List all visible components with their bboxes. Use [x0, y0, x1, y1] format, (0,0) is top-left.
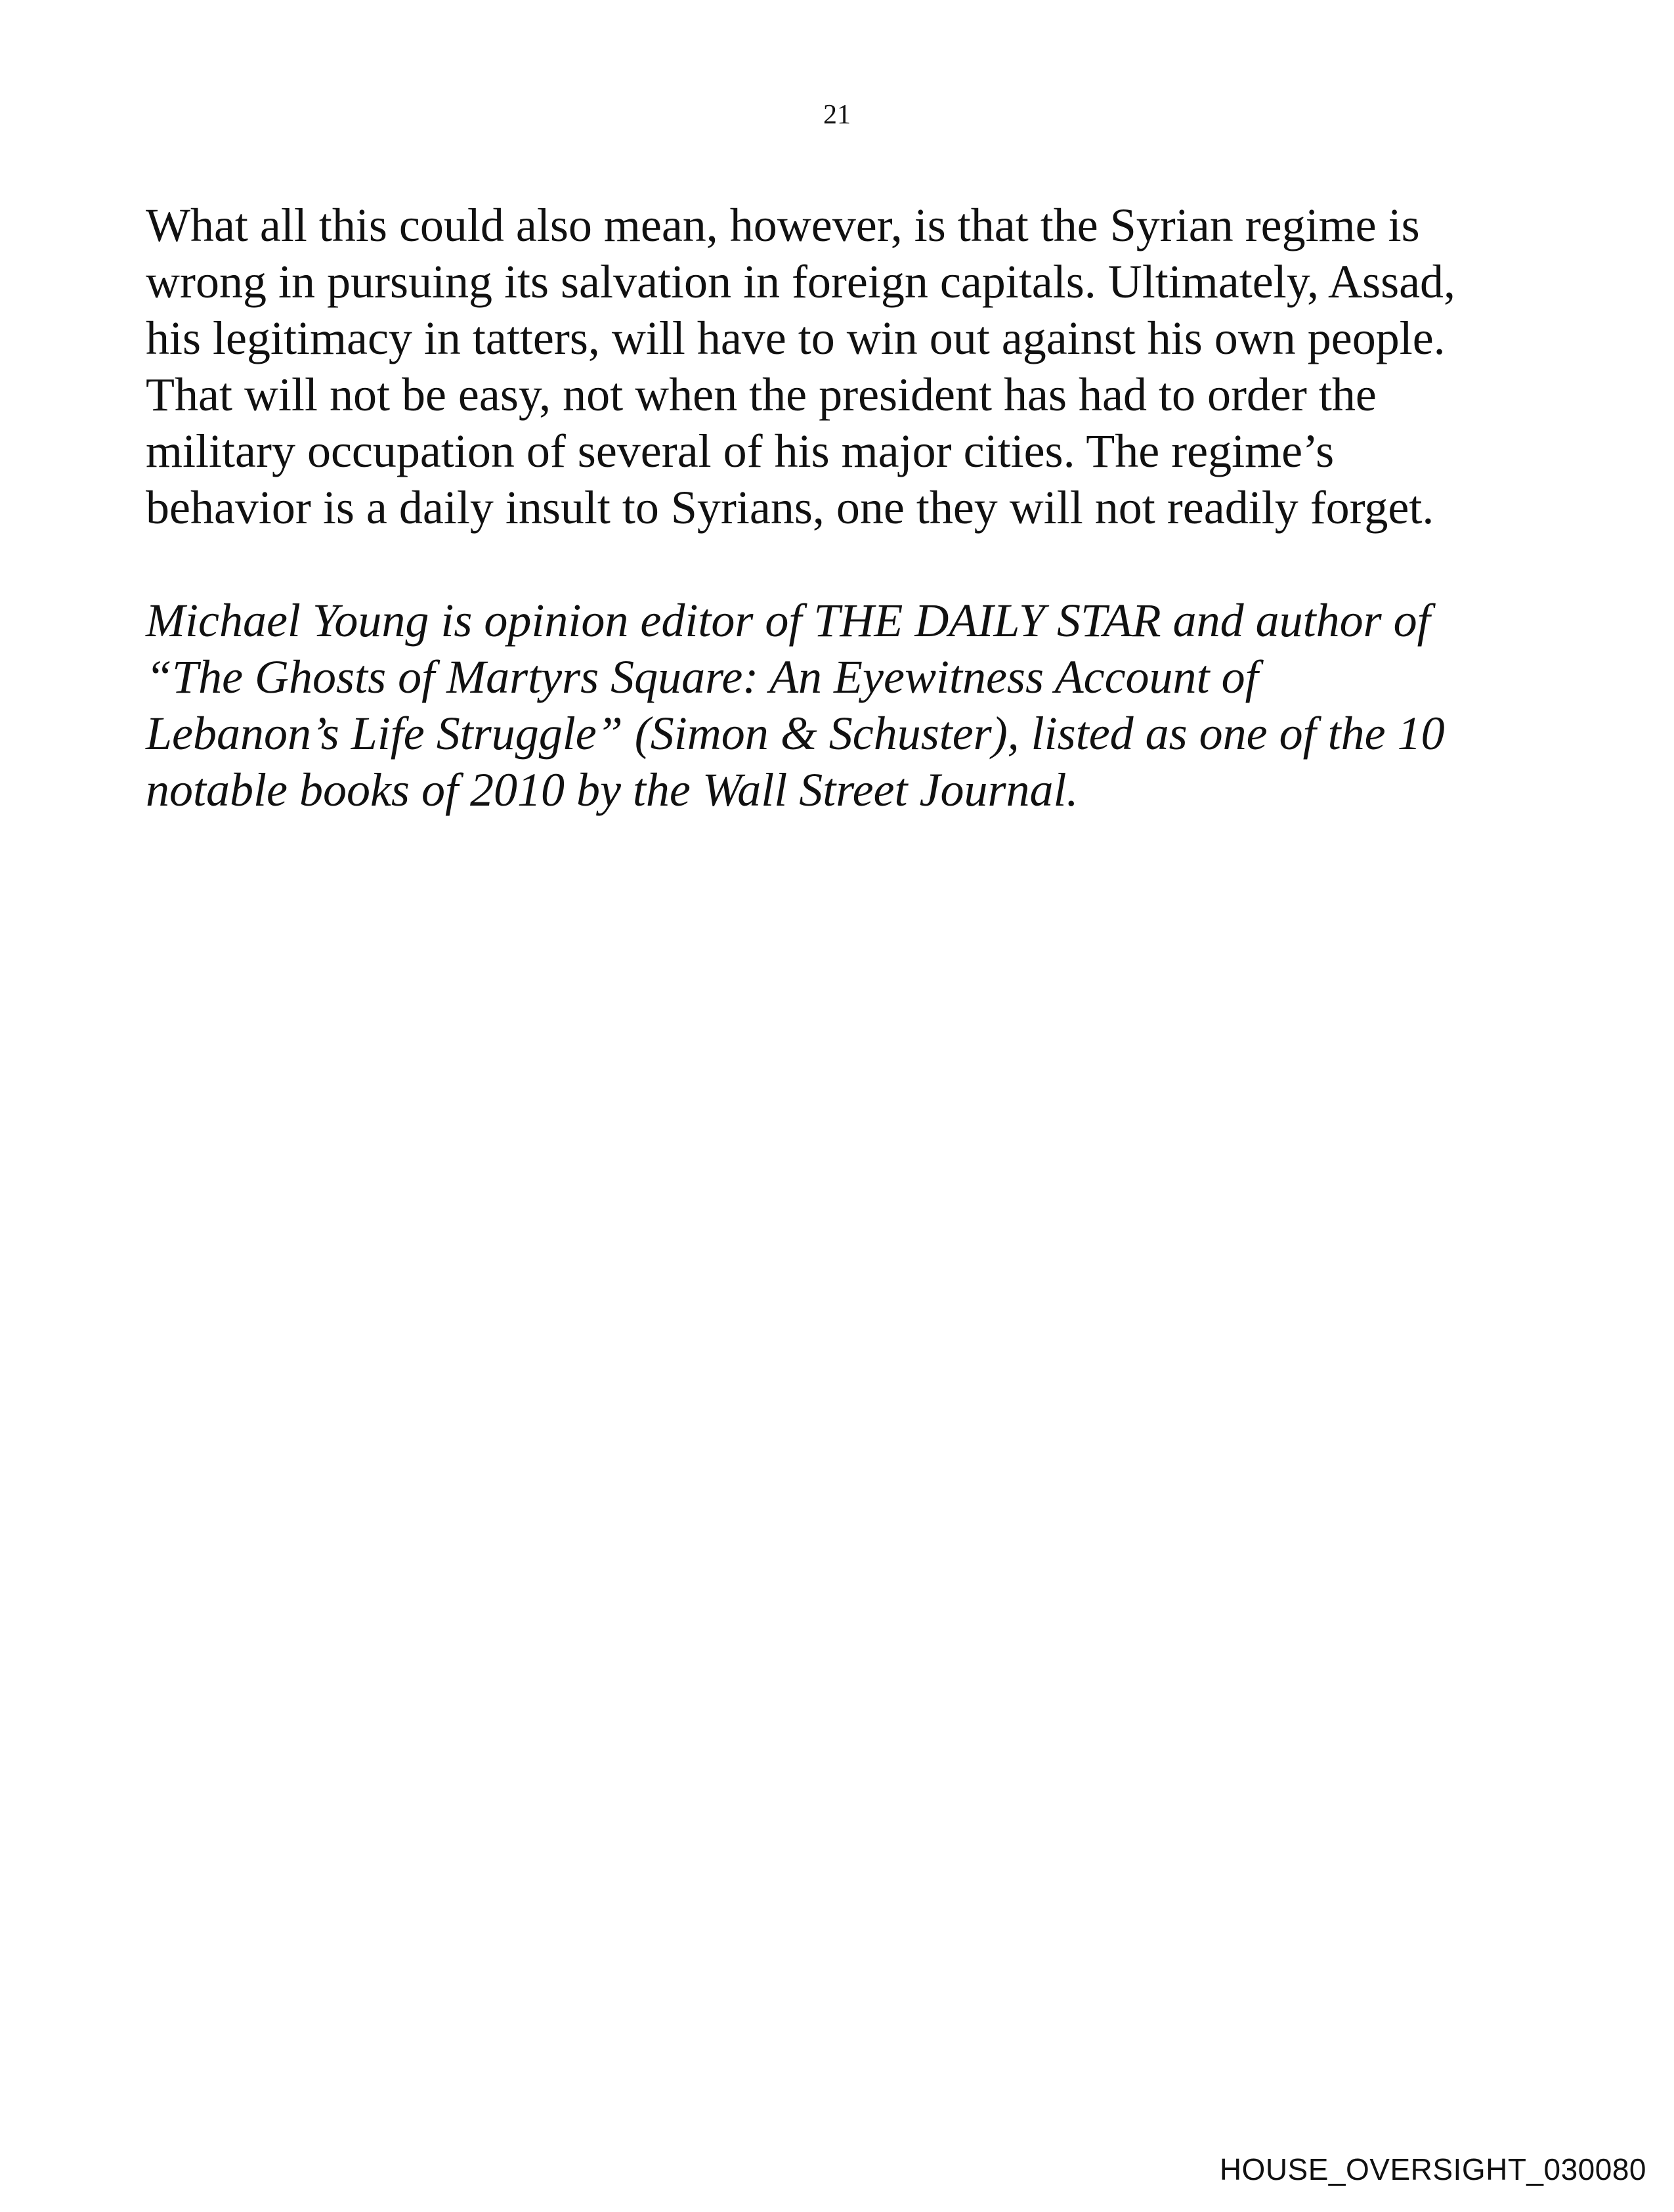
body-line: behavior is a daily insult to Syrians, one they will not readily forget. [146, 481, 1434, 534]
body-line: wrong in pursuing its salvation in foreign capitals. Ultimately, Assad, [146, 255, 1456, 308]
page-number: 21 [823, 100, 851, 130]
bio-line: notable books of 2010 by the Wall Street Journal. [146, 764, 1079, 816]
body-line: That will not be easy, not when the president has had to order the [146, 368, 1377, 421]
article-content [146, 197, 1557, 818]
body-line: What all this could also mean, however, is that the Syrian regime is [146, 199, 1420, 251]
bio-line: “The Ghosts of Martyrs Square: An Eyewitness Account of [146, 651, 1258, 703]
body-line: military occupation of several of his major cities. The regime’s [146, 425, 1335, 477]
bio-line: Michael Young is opinion editor of THE DAILY STAR and author of [146, 594, 1430, 647]
body-line: his legitimacy in tatters, will have to win out against his own people. [146, 312, 1446, 364]
bio-line: Lebanon’s Life Struggle” (Simon & Schuster), listed as one of the 10 [146, 707, 1445, 760]
author-bio [146, 592, 1557, 818]
body-paragraph [146, 197, 1557, 536]
bates-number: HOUSE_OVERSIGHT_030080 [1219, 2152, 1646, 2186]
